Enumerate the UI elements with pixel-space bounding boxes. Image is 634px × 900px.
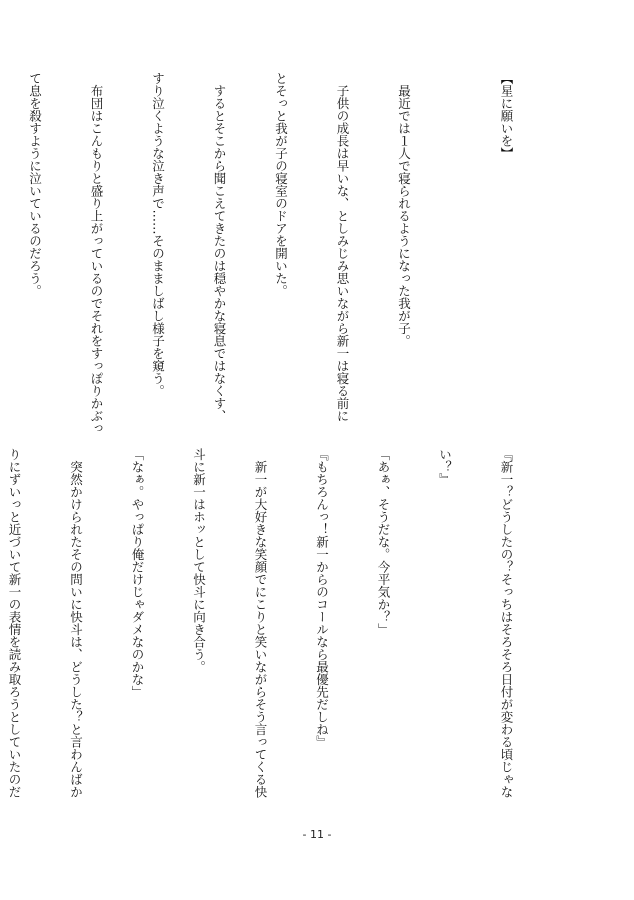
text-line: 布団はこんもりと盛り上がっているのでそれをすっぽりかぶっ xyxy=(89,72,104,435)
text-line: するとそこから聞こえてきたのは穏やかな寝息ではなくす、 xyxy=(212,72,227,422)
text-line: て息を殺すように泣いているのだろう。 xyxy=(27,72,43,297)
text-line: 「なぁ。やっぱり俺だけじゃダメなのかな」 xyxy=(130,448,145,698)
text-line: 斗に新一はホッとして快斗に向き合う。 xyxy=(191,448,207,673)
text-line: 突然かけられたその問いに快斗は、どうした？と言わんばか xyxy=(68,448,84,798)
text-line: い？』 xyxy=(437,448,453,486)
text-line: 『新一？どうしたの？そっちはそろそろ日付が変わる頃じゃな xyxy=(499,448,514,798)
lower-text-block xyxy=(7,448,557,798)
text-line: 【星に願いを】 xyxy=(499,72,514,160)
text-line: 最近では１人で寝られるようになった我が子。 xyxy=(396,72,412,347)
text-line: すり泣くような泣き声で……そのまましばし様子を窺う。 xyxy=(150,72,166,397)
text-line: 新一が大好きな笑顔でにこりと笑いながらそう言ってくる快 xyxy=(253,448,268,798)
text-line: とそっと我が子の寝室のドアを開いた。 xyxy=(273,72,289,297)
text-line: りにずいっと近づいて新一の表情を読み取ろうとしていたのだ xyxy=(7,448,22,798)
text-line: 「あぁ、そうだな。今平気か？」 xyxy=(376,448,391,636)
upper-text-block xyxy=(27,72,557,435)
page-number: - 11 - xyxy=(302,828,332,841)
text-line: 『もちろんっ！新一からのコールなら最優先だしね』 xyxy=(314,448,330,748)
text-line: 子供の成長は早いな、としみじみ思いながら新一は寝る前に xyxy=(335,72,350,422)
